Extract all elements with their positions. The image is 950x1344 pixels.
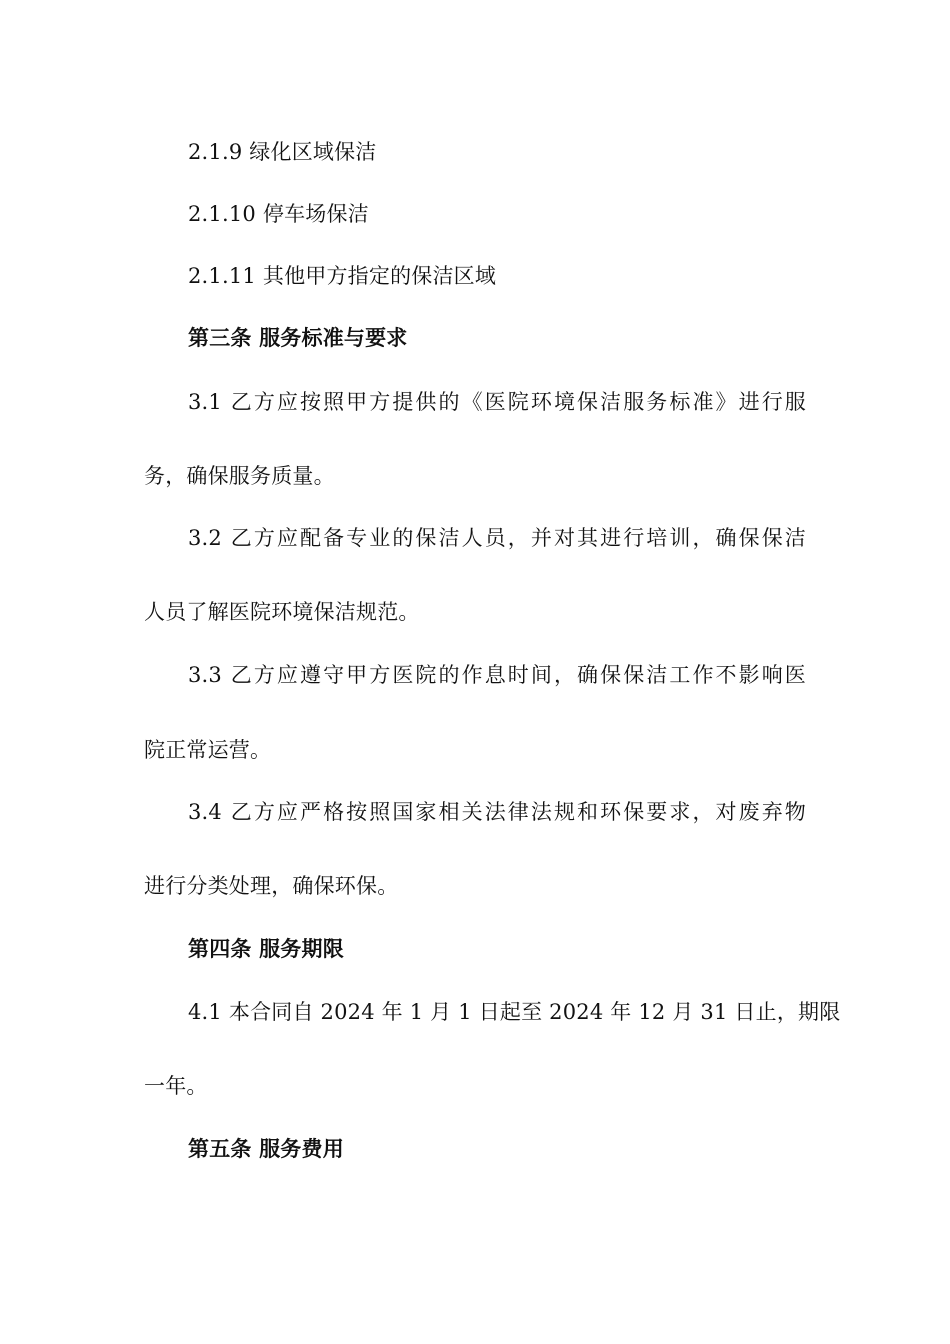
para-4-1-line2: 一年。 <box>144 1074 208 1098</box>
item-2-1-9: 2.1.9 绿化区域保洁 <box>188 140 377 164</box>
para-3-1-line2: 务，确保服务质量。 <box>144 464 335 488</box>
para-3-3-line1: 3.3 乙方应遵守甲方医院的作息时间，确保保洁工作不影响医 <box>188 663 806 687</box>
para-3-3-line2: 院正常运营。 <box>144 738 272 762</box>
item-2-1-10: 2.1.10 停车场保洁 <box>188 202 369 226</box>
section-4-heading: 第四条 服务期限 <box>188 937 344 961</box>
para-3-2-line1: 3.2 乙方应配备专业的保洁人员，并对其进行培训，确保保洁 <box>188 526 806 550</box>
para-3-1-line1: 3.1 乙方应按照甲方提供的《医院环境保洁服务标准》进行服 <box>188 390 806 414</box>
para-3-4-line1: 3.4 乙方应严格按照国家相关法律法规和环保要求，对废弃物 <box>188 800 806 824</box>
para-4-1-line1: 4.1 本合同自 2024 年 1 月 1 日起至 2024 年 12 月 31 日止，期限 <box>188 1000 841 1024</box>
para-3-2-line2: 人员了解医院环境保洁规范。 <box>144 600 420 624</box>
section-3-heading: 第三条 服务标准与要求 <box>188 326 408 350</box>
section-5-heading: 第五条 服务费用 <box>188 1137 344 1161</box>
para-3-4-line2: 进行分类处理，确保环保。 <box>144 874 399 898</box>
item-2-1-11: 2.1.11 其他甲方指定的保洁区域 <box>188 264 497 288</box>
